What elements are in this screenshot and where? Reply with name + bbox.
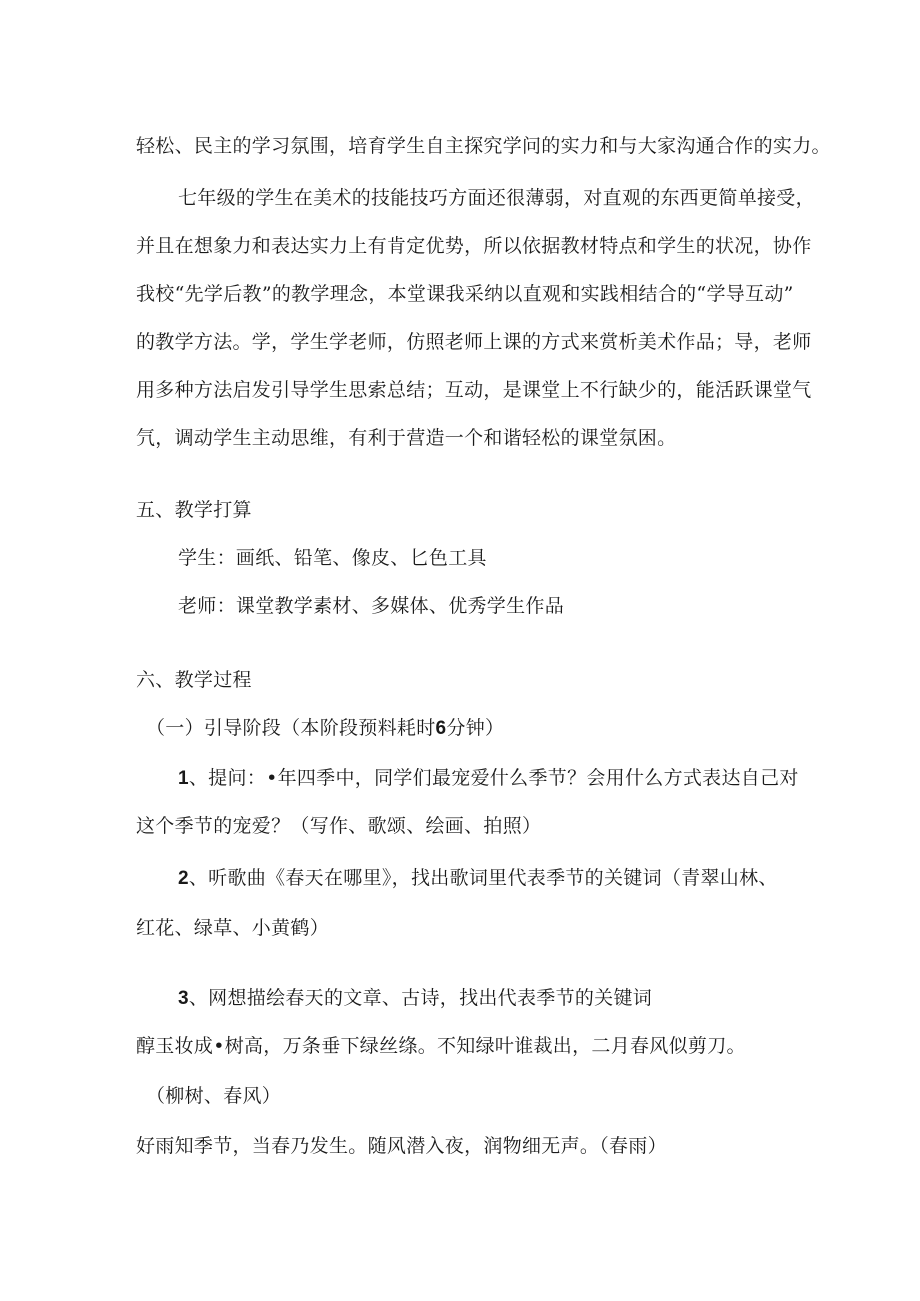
section-heading: 六、教学过程 [136, 669, 252, 691]
list-item [178, 986, 652, 1011]
phase-heading-suffix: 分钟） [446, 717, 505, 739]
poem-line: 好雨知季节，当春乃发生。随风潜入夜，润物细无声。（春雨） [136, 1135, 667, 1157]
paragraph-line: 用多种方法启发引导学生思索总结；互动，是课堂上不行缺少的，能活跃课堂气 [136, 379, 812, 401]
list-item [178, 766, 799, 791]
item-text: 、听歌曲《春天在哪里》，找出歌词里代表季节的关键词（青翠山林、 [188, 867, 778, 889]
poem-answer: （柳树、春风） [146, 1085, 282, 1107]
paragraph-line: 我校“先学后教”的教学理念，本堂课我采纳以直观和实践相结合的“学导互动” [136, 283, 794, 305]
poem-line: 醇玉妆成•树高，万条垂下绿丝绦。不知绿叶谁裁出，二月春风似剪刀。 [136, 1035, 746, 1057]
phase-duration-number: 6 [435, 718, 447, 739]
phase-heading [146, 716, 504, 741]
materials-students: 学生：画纸、铅笔、像皮、匕色工具 [178, 547, 487, 569]
list-item [178, 866, 778, 891]
item-text: 、提问：•年四季中，同学们最宠爱什么季节？会用什么方式表达自己对 [188, 767, 799, 789]
paragraph-line: 的教学方法。学，学生学老师，仿照老师上课的方式来赏析美术作品；导，老师 [136, 331, 812, 353]
section-heading: 五、教学打算 [136, 499, 252, 521]
item-number: 3 [178, 988, 189, 1009]
item-text: 、网想描绘春天的文章、古诗，找出代表季节的关键词 [188, 987, 653, 1009]
paragraph-line: 七年级的学生在美术的技能技巧方面还很薄弱，对直观的东西更简单接受， [178, 187, 815, 209]
paragraph-line: 并且在想象力和表达实力上有肯定优势，所以依据教材特点和学生的状况，协作 [136, 235, 812, 257]
materials-teacher: 老师：课堂教学素材、多媒体、优秀学生作品 [178, 595, 565, 617]
paragraph-line: 红花、绿草、小黄鹤） [136, 917, 330, 939]
paragraph-line: 轻松、民主的学习氛围，培育学生自主探究学问的实力和与大家沟通合作的实力。 [136, 135, 831, 157]
phase-heading-text: （一）引导阶段（本阶段预料耗时 [146, 717, 436, 739]
item-number: 1 [178, 768, 189, 789]
item-number: 2 [178, 868, 189, 889]
paragraph-line: 氕，调动学生主动思维，有利于营造一个和谐轻松的课堂氛困。 [136, 427, 677, 449]
paragraph-line: 这个季节的宠爱？（写作、歌颂、绘画、拍照） [136, 815, 542, 837]
